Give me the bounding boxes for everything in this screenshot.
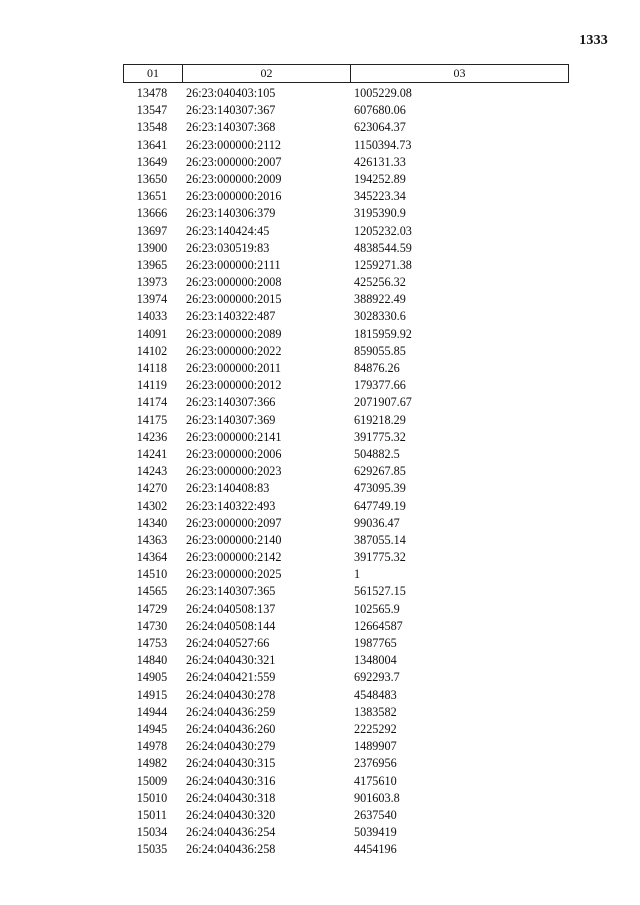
cadastral-number-cell: 26:23:000000:2112 [186, 137, 282, 152]
value-cell: 859055.85 [354, 343, 406, 358]
cadastral-number-cell: 26:23:040403:105 [186, 86, 276, 100]
cadastral-number-cell: 26:23:000000:2025 [186, 567, 282, 582]
value-cell: 426131.33 [354, 154, 406, 169]
row-number-cell: 14729 [136, 601, 168, 616]
cadastral-number-cell: 26:23:000000:2012 [186, 378, 282, 393]
row-number-cell: 13666 [136, 206, 168, 221]
cadastral-number-cell: 26:24:040436:258 [186, 842, 276, 857]
cadastral-number-cell: 26:24:040430:279 [186, 739, 276, 754]
header-col-02: 02 [183, 65, 351, 82]
row-number-cell: 13900 [136, 240, 168, 255]
value-cell: 425256.32 [354, 275, 406, 290]
cadastral-number-cell: 26:24:040430:315 [186, 756, 276, 771]
value-cell: 504882.5 [354, 446, 400, 461]
cadastral-number-cell: 26:23:140408:83 [186, 481, 270, 496]
value-cell: 1489907 [354, 739, 397, 754]
value-cell: 473095.39 [354, 481, 406, 496]
table-row [0, 412, 640, 429]
value-cell: 4454196 [354, 842, 397, 857]
row-number-cell: 13478 [136, 86, 168, 100]
row-number-cell: 14753 [136, 636, 168, 650]
cadastral-number-cell: 26:23:000000:2016 [186, 189, 282, 204]
cadastral-number-cell: 26:24:040430:316 [186, 773, 276, 788]
cadastral-number-cell: 26:23:000000:2089 [186, 326, 282, 341]
row-number-cell: 14302 [136, 498, 168, 513]
value-cell: 1815959.92 [354, 326, 412, 341]
table-row [0, 480, 640, 497]
cadastral-number-cell: 26:23:000000:2023 [186, 464, 282, 479]
row-number-cell: 13697 [136, 223, 168, 238]
table-row [0, 171, 640, 188]
row-number-cell: 14982 [136, 756, 168, 771]
cadastral-number-cell: 26:23:000000:2007 [186, 154, 282, 169]
table-row [0, 532, 640, 549]
value-cell: 5039419 [354, 825, 397, 840]
cadastral-number-cell: 26:23:000000:2008 [186, 275, 282, 290]
row-number-cell: 15009 [136, 773, 168, 788]
value-cell: 1259271.38 [354, 257, 412, 272]
table-row [0, 463, 640, 480]
table-row [0, 394, 640, 411]
table-row [0, 635, 640, 652]
table-row [0, 429, 640, 446]
cadastral-number-cell: 26:23:140307:368 [186, 120, 276, 135]
value-cell: 12664587 [354, 618, 403, 633]
row-number-cell: 13650 [136, 171, 168, 186]
table-row [0, 618, 640, 635]
cadastral-number-cell: 26:23:140424:45 [186, 223, 270, 238]
cadastral-number-cell: 26:23:000000:2006 [186, 446, 282, 461]
row-number-cell: 14175 [136, 412, 168, 427]
page-number: 1333 [579, 33, 608, 48]
value-cell: 2376956 [354, 756, 397, 771]
table-row [0, 446, 640, 463]
value-cell: 194252.89 [354, 171, 406, 186]
row-number-cell: 14510 [136, 567, 168, 582]
row-number-cell: 14978 [136, 739, 168, 754]
table-row [0, 188, 640, 205]
cadastral-number-cell: 26:23:140307:367 [186, 103, 276, 118]
row-number-cell: 14915 [136, 687, 168, 702]
cadastral-number-cell: 26:24:040430:318 [186, 790, 276, 805]
value-cell: 387055.14 [354, 532, 406, 547]
value-cell: 901603.8 [354, 790, 400, 805]
cadastral-number-cell: 26:23:140322:487 [186, 309, 276, 324]
table-row [0, 377, 640, 394]
table-row [0, 721, 640, 738]
table-row [0, 137, 640, 154]
value-cell: 607680.06 [354, 103, 406, 118]
value-cell: 84876.26 [354, 361, 400, 375]
table-row [0, 738, 640, 755]
value-cell: 561527.15 [354, 584, 406, 599]
header-col-03: 03 [453, 66, 466, 80]
value-cell: 1383582 [354, 704, 397, 719]
table-row [0, 308, 640, 325]
value-cell: 647749.19 [354, 498, 406, 513]
row-number-cell: 14243 [136, 464, 168, 479]
row-number-cell: 14840 [136, 653, 168, 668]
cadastral-number-cell: 26:23:140307:365 [186, 584, 276, 599]
cadastral-number-cell: 26:24:040436:260 [186, 721, 276, 736]
cadastral-number-cell: 26:24:040430:321 [186, 653, 276, 668]
table-row [0, 583, 640, 600]
row-number-cell: 14905 [136, 670, 168, 685]
value-cell: 1005229.08 [354, 86, 412, 100]
row-number-cell: 13973 [136, 275, 168, 290]
row-number-cell: 14363 [136, 532, 168, 547]
row-number-cell: 13548 [136, 120, 168, 135]
cadastral-number-cell: 26:23:000000:2142 [186, 550, 282, 565]
cadastral-number-cell: 26:23:140307:369 [186, 412, 276, 427]
value-cell: 391775.32 [354, 550, 406, 565]
cadastral-number-cell: 26:23:000000:2015 [186, 292, 282, 307]
table-header [123, 64, 569, 83]
cadastral-number-cell: 26:24:040436:254 [186, 825, 276, 840]
table-row [0, 85, 640, 102]
value-cell: 3195390.9 [354, 206, 406, 221]
table-row [0, 343, 640, 360]
table-row [0, 257, 640, 274]
cadastral-number-cell: 26:23:000000:2011 [186, 361, 282, 375]
table-row [0, 360, 640, 377]
value-cell: 4548483 [354, 687, 397, 702]
row-number-cell: 15034 [136, 825, 168, 840]
table-row [0, 291, 640, 308]
table-row [0, 601, 640, 618]
table-row [0, 687, 640, 704]
cadastral-number-cell: 26:24:040421:559 [186, 670, 276, 685]
table-row [0, 807, 640, 824]
cadastral-number-cell: 26:23:140322:493 [186, 498, 276, 513]
cadastral-number-cell: 26:24:040508:137 [186, 601, 276, 616]
row-number-cell: 14033 [136, 309, 168, 324]
row-number-cell: 14565 [136, 584, 168, 599]
table-row [0, 498, 640, 515]
row-number-cell: 14944 [136, 704, 168, 719]
value-cell: 2225292 [354, 721, 397, 736]
value-cell: 692293.7 [354, 670, 400, 685]
table-row [0, 704, 640, 721]
cadastral-number-cell: 26:23:000000:2111 [186, 257, 281, 272]
cadastral-number-cell: 26:23:140306:379 [186, 206, 276, 221]
row-number-cell: 13547 [136, 103, 168, 118]
row-number-cell: 14102 [136, 343, 168, 358]
value-cell: 623064.37 [354, 120, 406, 135]
value-cell: 1348004 [354, 653, 397, 668]
table-row [0, 240, 640, 257]
table-row [0, 566, 640, 583]
row-number-cell: 13649 [136, 154, 168, 169]
row-number-cell: 13651 [136, 189, 168, 204]
table-row [0, 223, 640, 240]
table-row [0, 773, 640, 790]
row-number-cell: 14119 [136, 378, 168, 393]
table-row [0, 549, 640, 566]
row-number-cell: 14091 [136, 326, 168, 341]
cadastral-number-cell: 26:23:000000:2022 [186, 343, 282, 358]
cadastral-number-cell: 26:24:040430:278 [186, 687, 276, 702]
table-row [0, 652, 640, 669]
value-cell: 345223.34 [354, 189, 406, 204]
table-row [0, 154, 640, 171]
table-row [0, 755, 640, 772]
value-cell: 619218.29 [354, 412, 406, 427]
cadastral-number-cell: 26:23:030519:83 [186, 240, 270, 255]
row-number-cell: 14945 [136, 721, 168, 736]
row-number-cell: 14241 [136, 446, 168, 461]
table-body [0, 85, 640, 858]
value-cell: 179377.66 [354, 378, 406, 393]
cadastral-number-cell: 26:24:040527:66 [186, 636, 270, 650]
table-row [0, 102, 640, 119]
table-row [0, 841, 640, 858]
cadastral-number-cell: 26:24:040508:144 [186, 618, 276, 633]
table-row [0, 205, 640, 222]
table-row [0, 790, 640, 807]
value-cell: 3028330.6 [354, 309, 406, 324]
value-cell: 99036.47 [354, 515, 400, 530]
value-cell: 1987765 [354, 636, 397, 650]
value-cell: 1205232.03 [354, 223, 412, 238]
row-number-cell: 14236 [136, 429, 168, 444]
value-cell: 629267.85 [354, 464, 406, 479]
header-col-01: 01 [124, 65, 183, 82]
row-number-cell: 15035 [136, 842, 168, 857]
cadastral-number-cell: 26:23:000000:2097 [186, 515, 282, 530]
value-cell: 2637540 [354, 807, 397, 822]
row-number-cell: 15011 [136, 807, 168, 822]
value-cell: 1 [354, 567, 361, 582]
value-cell: 4175610 [354, 773, 397, 788]
cadastral-number-cell: 26:23:000000:2009 [186, 171, 282, 186]
row-number-cell: 14174 [136, 395, 168, 410]
value-cell: 4838544.59 [354, 240, 412, 255]
row-number-cell: 14730 [136, 618, 168, 633]
cadastral-number-cell: 26:24:040436:259 [186, 704, 276, 719]
value-cell: 1150394.73 [354, 137, 412, 152]
table-row [0, 326, 640, 343]
cadastral-number-cell: 26:23:000000:2140 [186, 532, 282, 547]
table-row [0, 515, 640, 532]
row-number-cell: 13641 [136, 137, 168, 152]
table-row [0, 669, 640, 686]
value-cell: 388922.49 [354, 292, 406, 307]
row-number-cell: 13965 [136, 257, 168, 272]
value-cell: 391775.32 [354, 429, 406, 444]
row-number-cell: 13974 [136, 292, 168, 307]
cadastral-number-cell: 26:23:000000:2141 [186, 429, 282, 444]
row-number-cell: 14364 [136, 550, 168, 565]
table-row [0, 274, 640, 291]
cadastral-number-cell: 26:24:040430:320 [186, 807, 276, 822]
row-number-cell: 14118 [136, 361, 168, 375]
cadastral-number-cell: 26:23:140307:366 [186, 395, 276, 410]
table-row [0, 119, 640, 136]
value-cell: 102565.9 [354, 601, 400, 616]
row-number-cell: 15010 [136, 790, 168, 805]
row-number-cell: 14270 [136, 481, 168, 496]
table-row [0, 824, 640, 841]
row-number-cell: 14340 [136, 515, 168, 530]
value-cell: 2071907.67 [354, 395, 412, 410]
